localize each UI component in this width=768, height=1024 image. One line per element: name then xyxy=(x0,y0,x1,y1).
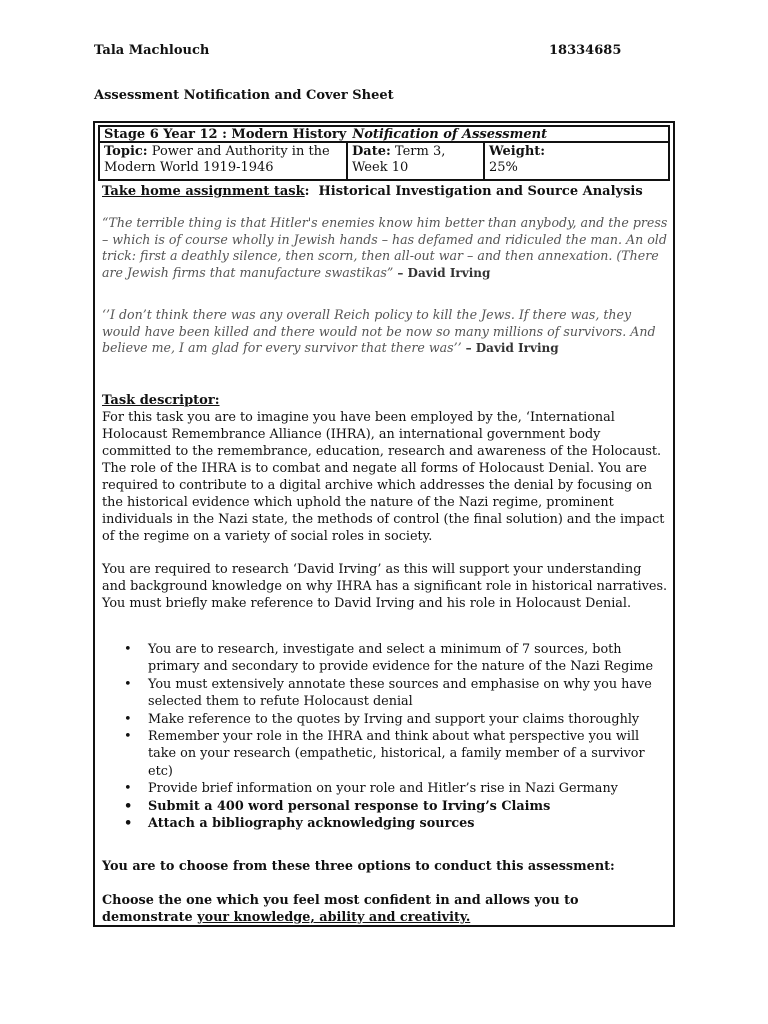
list-item: • Remember your role in the IHRA and think about what perspective you will take on your research (empathetic, historical, a family member of a survivor etc) xyxy=(148,728,668,780)
task-heading xyxy=(102,183,668,200)
list-item: • Submit a 400 word personal response to Irving’s Claims xyxy=(148,798,668,815)
stage-row xyxy=(98,125,670,143)
choose-instruction xyxy=(102,892,668,926)
task-content xyxy=(102,183,668,925)
stage-label: Stage 6 Year 12 : Modern History xyxy=(104,127,347,142)
quote-2-text: ‘’I don’t think there was any overall Reich policy to kill the Jews. If there was, they would have been killed and there would not be now so many millions of survivors. And believe me, I am glad for every survivor that there was’’ xyxy=(102,307,656,355)
date-value: Term 3, Week 10 xyxy=(352,144,446,175)
list-item: • You must extensively annotate these sources and emphasise on why you have selected them to refute Holocaust denial xyxy=(148,676,668,711)
weight-value: 25% xyxy=(489,160,518,175)
task-descriptor-paragraph-2: You are required to research ‘David Irving’ as this will support your understanding and background knowledge on why IHRA has a significant role in historical narratives. You must briefly make reference to David Irving and his role in Holocaust Denial. xyxy=(102,562,668,611)
task-descriptor-paragraph-1: For this task you are to imagine you have been employed by the, ‘International Holocaust Remembrance Alliance (IHRA), an international government body committed to the remembrance, education, research and awareness of the Holocaust. The role of the IHRA is to combat and negate all forms of Holocaust Denial. You are required to contribute to a digital archive which addresses the denial by focusing on the historical evidence which uphold the nature of the Nazi regime, prominent individuals in the Nazi state, the methods of control (the final solution) and the impact of the regime on a variety of social roles in society. xyxy=(102,410,665,544)
date-label: Date: xyxy=(352,144,391,159)
assessment-table xyxy=(93,121,675,927)
irving-quote-2 xyxy=(102,307,668,357)
requirements-list xyxy=(102,641,668,832)
list-item: • You are to research, investigate and select a minimum of 7 sources, both primary and secondary to provide evidence for the nature of the Nazi Regime xyxy=(148,641,668,676)
topic-cell xyxy=(100,143,348,179)
choose-text: Choose the one which you feel most confident in and allows you to demonstrate xyxy=(102,893,579,925)
irving-quote-1 xyxy=(102,215,668,281)
task-heading-label: Take home assignment task xyxy=(102,184,305,199)
topic-value: Power and Authority in the Modern World 1919-1946 xyxy=(104,144,330,175)
topic-label: Topic: xyxy=(104,144,148,159)
date-cell xyxy=(348,143,485,179)
task-heading-value: Historical Investigation and Source Analysis xyxy=(318,184,643,199)
task-descriptor-heading: Task descriptor: xyxy=(102,393,220,408)
document-title: Assessment Notification and Cover Sheet xyxy=(94,88,394,103)
options-intro: You are to choose from these three options to conduct this assessment: xyxy=(102,859,615,874)
weight-label: Weight: xyxy=(489,144,546,159)
choose-underlined: your knowledge, ability and creativity. xyxy=(197,910,471,925)
task-heading-colon: : xyxy=(304,184,310,199)
list-item: • Attach a bibliography acknowledging sources xyxy=(148,815,668,832)
quote-1-text: “The terrible thing is that Hitler's enemies know him better than anybody, and the press – which is of course wholly in Jewish hands – has defamed and ridiculed the man. An old trick: first a deathly silence, then scorn, then all-out war – and then annexation. (There are Jewish firms that manufacture swastikas” xyxy=(102,215,668,280)
notification-label: Notification of Assessment xyxy=(352,127,548,142)
info-row xyxy=(98,143,670,181)
student-name: Tala Machlouch xyxy=(94,43,210,58)
quote-1-author: – David Irving xyxy=(397,265,491,280)
list-item: • Make reference to the quotes by Irving and support your claims thoroughly xyxy=(148,711,668,728)
weight-cell xyxy=(485,143,668,179)
quote-2-author: – David Irving xyxy=(465,341,559,355)
list-item: • Provide brief information on your role and Hitler’s rise in Nazi Germany xyxy=(148,780,668,797)
student-id: 18334685 xyxy=(549,43,622,58)
